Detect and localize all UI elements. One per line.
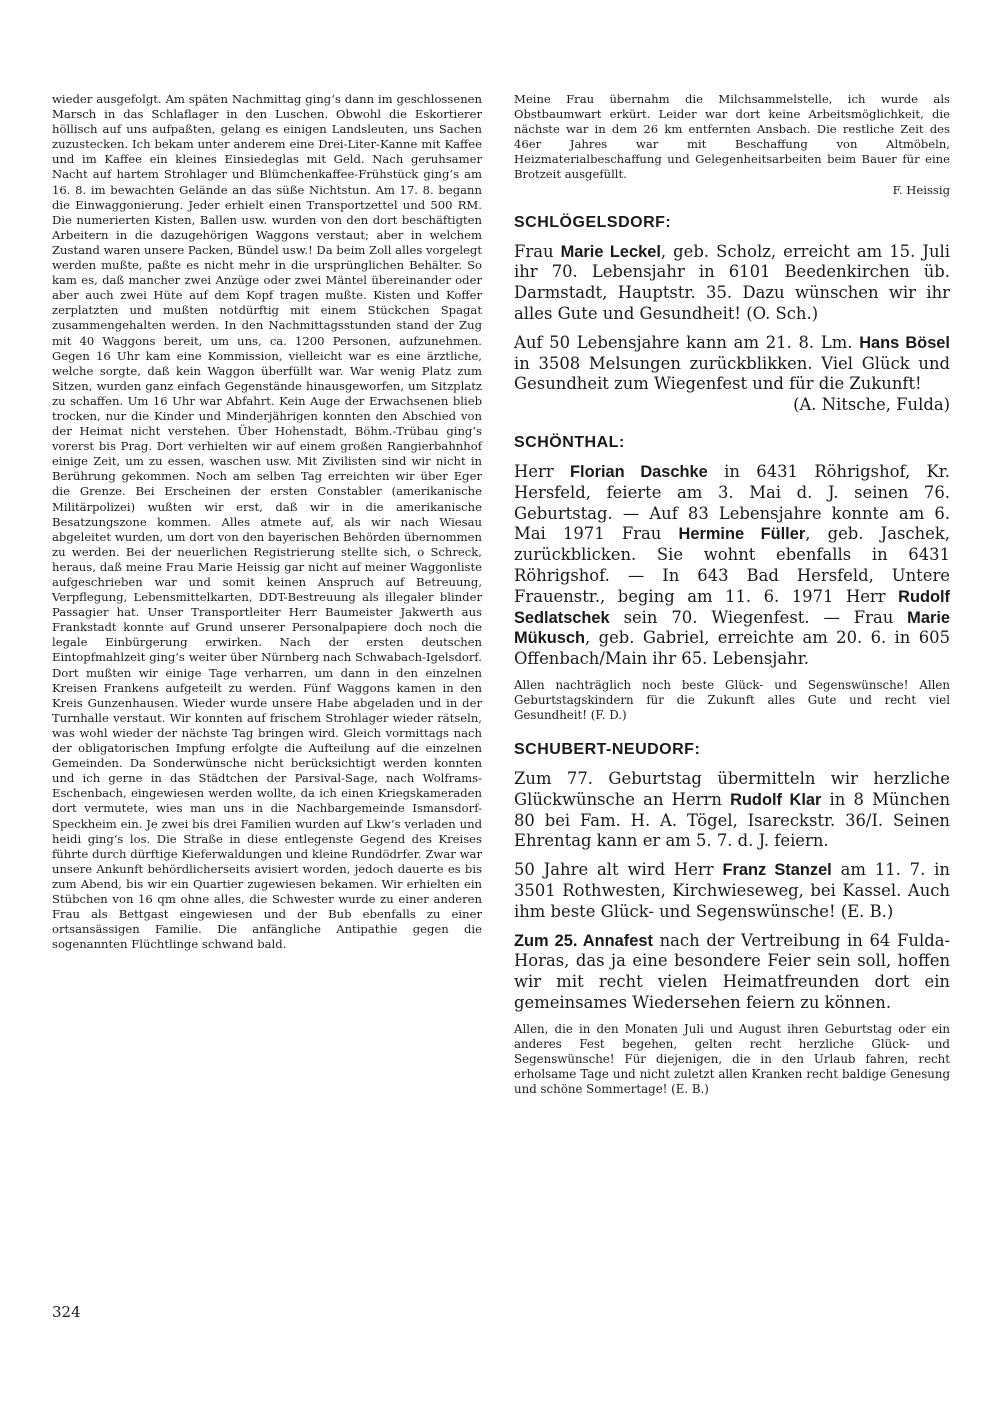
text-run: 50 Jahre alt wird Herr [514,860,723,880]
text-run: in 8 München 80 bei Fam. H. A. Tögel, Isareckstr. 36/I. Seinen Ehrentag kann er am 5. 7. d. J. feiern. [514,789,951,851]
person-name: Marie Mükusch [514,608,950,648]
schoenthal-note: Allen nachträglich noch beste Glück- und Segenswünsche! Allen Geburtstagskindern für die Zukunft alles Gute und recht viel Gesundheit! (F. D.) [514,678,950,722]
page-number: 324 [52,1303,81,1321]
event-name: Zum 25. Annafest [514,931,653,950]
schloegelsdorf-paragraph-1 [514,242,950,325]
text-run: in 6431 Röhrigshof, Kr. Hersfeld, feierte am 3. Mai d. J. seinen 76. Geburtstag. — Auf 83 Lebensjahre konnte am 6. Mai 1971 Frau [514,462,951,544]
text-run: Herr [514,462,571,482]
section-heading-schloegelsdorf: SCHLÖGELSDORF: [514,213,672,231]
person-name: Hermine Füller [678,525,806,544]
text-run: in 3508 Melsungen zurückblikken. Viel Glück und Gesundheit zum Wiegenfest und für die Zukunft! [514,353,950,394]
schloegelsdorf-paragraph-2 [514,333,950,416]
person-name: Rudolf Sedlatschek [514,587,950,627]
text-run: Auf 50 Lebensjahre kann am 21. 8. Lm. [514,332,860,352]
text-run: nach der Vertreibung in 64 Fulda-Horas, das ja eine besondere Feier sein soll, hoffen wir mit recht vielen Heimatfreunden dort ein gemeinsames Wiedersehen feiern zu können. [514,930,950,1012]
intro-paragraph [514,92,950,198]
person-name: Rudolf Klar [730,790,822,809]
person-name: Marie Leckel [560,242,661,261]
text-run: Zum 77. Geburtstag übermitteln wir herzliche Glückwünsche an Herrn [514,769,950,809]
section-heading-schoenthal: SCHÖNTHAL: [514,434,625,452]
intro-text: Meine Frau übernahm die Milchsammelstelle, ich wurde als Obstbaumwart erkürt. Leider war dort keine Arbeitsmöglichkeit, die nächste war in dem 26 km entfernten Ansbach. Die restliche Zeit des 46er Jahres war mit Beschaffung von Altmöbeln, Heizmaterialbeschaffung und Gelegenheitsarbeiten beim Bauer für eine Brotzeit ausgefüllt. [514,92,950,182]
text-run: , geb. Jaschek, zurückblicken. Sie wohnt ebenfalls in 6431 Röhrigshof. — In 643 Bad Hersfeld, Untere Frauenstr., beging am 11. 6. 1971 Herr [514,524,950,606]
person-name: Franz Stanzel [722,861,832,880]
person-name: Florian Daschke [570,463,708,482]
section-heading-schubert-neudorf: SCHUBERT-NEUDORF: [514,741,701,758]
text-run: am 11. 7. in 3501 Rothwesten, Kirchwieseweg, bei Kassel. Auch ihm beste Glück- und Segenswünsche! (E. B.) [514,860,950,921]
schubert-neudorf-paragraph-3 [514,931,950,1014]
text-run: Frau [514,241,561,261]
left-column-text: wieder ausgefolgt. Am späten Nachmittag ging‘s dann im geschlossenen Marsch in das Schlaflager in den Luschen. Obwohl die Eskortierer höllisch auf uns aufpaßten, gelang es einigen Landsleuten, uns Sachen zuzustecken. Ich bekam unter anderem eine Drei-Liter-Kanne mit Kaffee und im Kaffee ein kleines Einsiedeglas mit Geld. Nach geruhsamer Nacht auf hartem Strohlager und Blümchenkaffee-Frühstück ging‘s am 16. 8. im bewachten Gelände an das süße Nichtstun. Am 17. 8. begann die Einwaggonierung. Jeder erhielt einen Transportzettel und 500 RM. Die numerierten Kisten, Ballen usw. wurden von den dort beschäftigten Arbeitern in die dazugehörigen Waggons verstaut; aber in welchem Zustand waren unsere Packen, Bündel usw.! Da beim Zoll alles vorgelegt werden mußte, paßte es nicht mehr in die ursprünglichen Behälter. So kam es, daß mancher zwei Anzüge oder zwei Mäntel übereinander oder aber auch zwei Hüte auf dem Kopf tragen mußte. Kisten und Koffer zerplatzten und mußten notdürftig mit einem Stückchen Spagat zusammengehalten werden. In den Nachmittagsstunden stand der Zug mit 40 Waggons bereit, um uns, ca. 1200 Personen, aufzunehmen. Gegen 16 Uhr kam eine Kommission, vielleicht war es eine ärztliche, welche sorgte, daß kein Waggon überfüllt war. War wenig Platz zum Sitzen, wurden ganz einfach Gegenstände hinausgeworfen, um Sitzplatz zu schaffen. Um 16 Uhr war Abfahrt. Kein Auge der Erwachsenen blieb trocken, nur die Kinder und Minderjährigen konnten den Abschied von der Heimat nicht verstehen. Über Hohenstadt, Böhm.-Trübau ging‘s vorerst bis Prag. Dort verhielten wir auf einem großen Rangierbahnhof einige Zeit, um zu essen, waschen usw. Mit Zivilisten sind wir nicht in Berührung gekommen. Noch am selben Tag erreichten wir über Eger die Grenze. Bei Erscheinen der ersten Constabler (amerikanische Militärpolizei) wußten wir erst, daß wir in die amerikanische Besatzungszone kommen. Alles atmete auf, als wir nach Wiesau abgeleitet wurden, um dort von den bayerischen Behörden übernommen zu werden. Bei der neuerlichen Registrierung stellte sich, o Schreck, heraus, daß meine Frau Marie Heissig gar nicht auf meiner Waggonliste aufgeschrieben war und somit keinen Anspruch auf Betreuung, Verpflegung, Lebensmittelkarten, DDT-Bestreuung als illegaler blinder Passagier hat. Unser Transportleiter Herr Baumeister Jakwerth aus Frankstadt konnte auf Grund unserer Personalpapiere doch noch die legale Einbürgerung erwirken. Nach der ersten deutschen Eintopfmahlzeit ging‘s weiter über Nürnberg nach Schwabach-Igelsdorf. Dort mußten wir einige Tage verharren, um dann in den einzelnen Kreisen Frankens aufgeteilt zu werden. Fünf Waggons kamen in den Kreis Gunzenhausen. Wieder wurde unsere Habe abgeladen und in der Turnhalle verstaut. Wir konnten auf frischem Strohlager wieder rätseln, was wohl wieder der nächste Tag bringen wird. Gleich vormittags nach der obligatorischen Impfung erfolgte die Aufteilung auf die einzelnen Gemeinden. Da Sonderwünsche nicht berücksichtigt werden konnten und ich gerne in das Städtchen der Parsival-Sage, nach Wolframs-Eschenbach, eingewiesen werden wollte, da ich einen Kriegskameraden dort vermutete, wies man uns in die Nachbargemeinde Ismansdorf-Speckheim ein. Je zwei bis drei Familien wurden auf Lkw‘s verladen und heidi ging‘s los. Die Straße in diese entlegenste Gegend des Kreises führte durch dürftige Kieferwaldungen und kleine Rundödrfer. Zwar war unsere Ankunft behördlicherseits avisiert worden, jedoch dauerte es bis zum Abend, bis wir ein Quartier zugewiesen bekamen. Wir erhielten ein Stübchen von 16 qm ohne alles, die Schwester wurde zu einer anderen Frau als Bettgast eingewiesen und der Bub ebenfalls zu einer ortsansässigen Familie. Die anfängliche Antipathie gegen die sogenannten Flüchtlinge schwand bald. [52,92,482,952]
right-column [514,92,950,1109]
signature: (A. Nitsche, Fulda) [793,395,950,415]
schubert-neudorf-note: Allen, die in den Monaten Juli und August ihren Geburtstag oder ein anderes Fest begehen, gelten recht herzliche Glück- und Segenswünsche! Für diejenigen, die in den Urlaub fahren, recht erholsame Tage und nicht zuletzt allen Kranken recht baldige Genesung und schöne Sommertage! (E. B.) [514,1021,950,1096]
text-run: , geb. Gabriel, erreichte am 20. 6. in 605 Offenbach/Main ihr 65. Lebensjahr. [514,628,950,669]
schubert-neudorf-paragraph-1 [514,769,950,852]
text-run: , geb. Scholz, erreicht am 15. Juli ihr 70. Lebensjahr in 6101 Beedenkirchen üb. Darmstadt, Hauptstr. 35. Dazu wünschen wir ihr alles Gute und Gesundheit! (O. Sch.) [514,241,950,324]
schoenthal-paragraph [514,462,950,670]
intro-signature: F. Heissig [892,182,950,197]
text-run: sein 70. Wiegenfest. — Frau [609,607,908,627]
left-column [52,92,482,952]
person-name: Hans Bösel [859,333,950,352]
schubert-neudorf-paragraph-2 [514,860,950,922]
